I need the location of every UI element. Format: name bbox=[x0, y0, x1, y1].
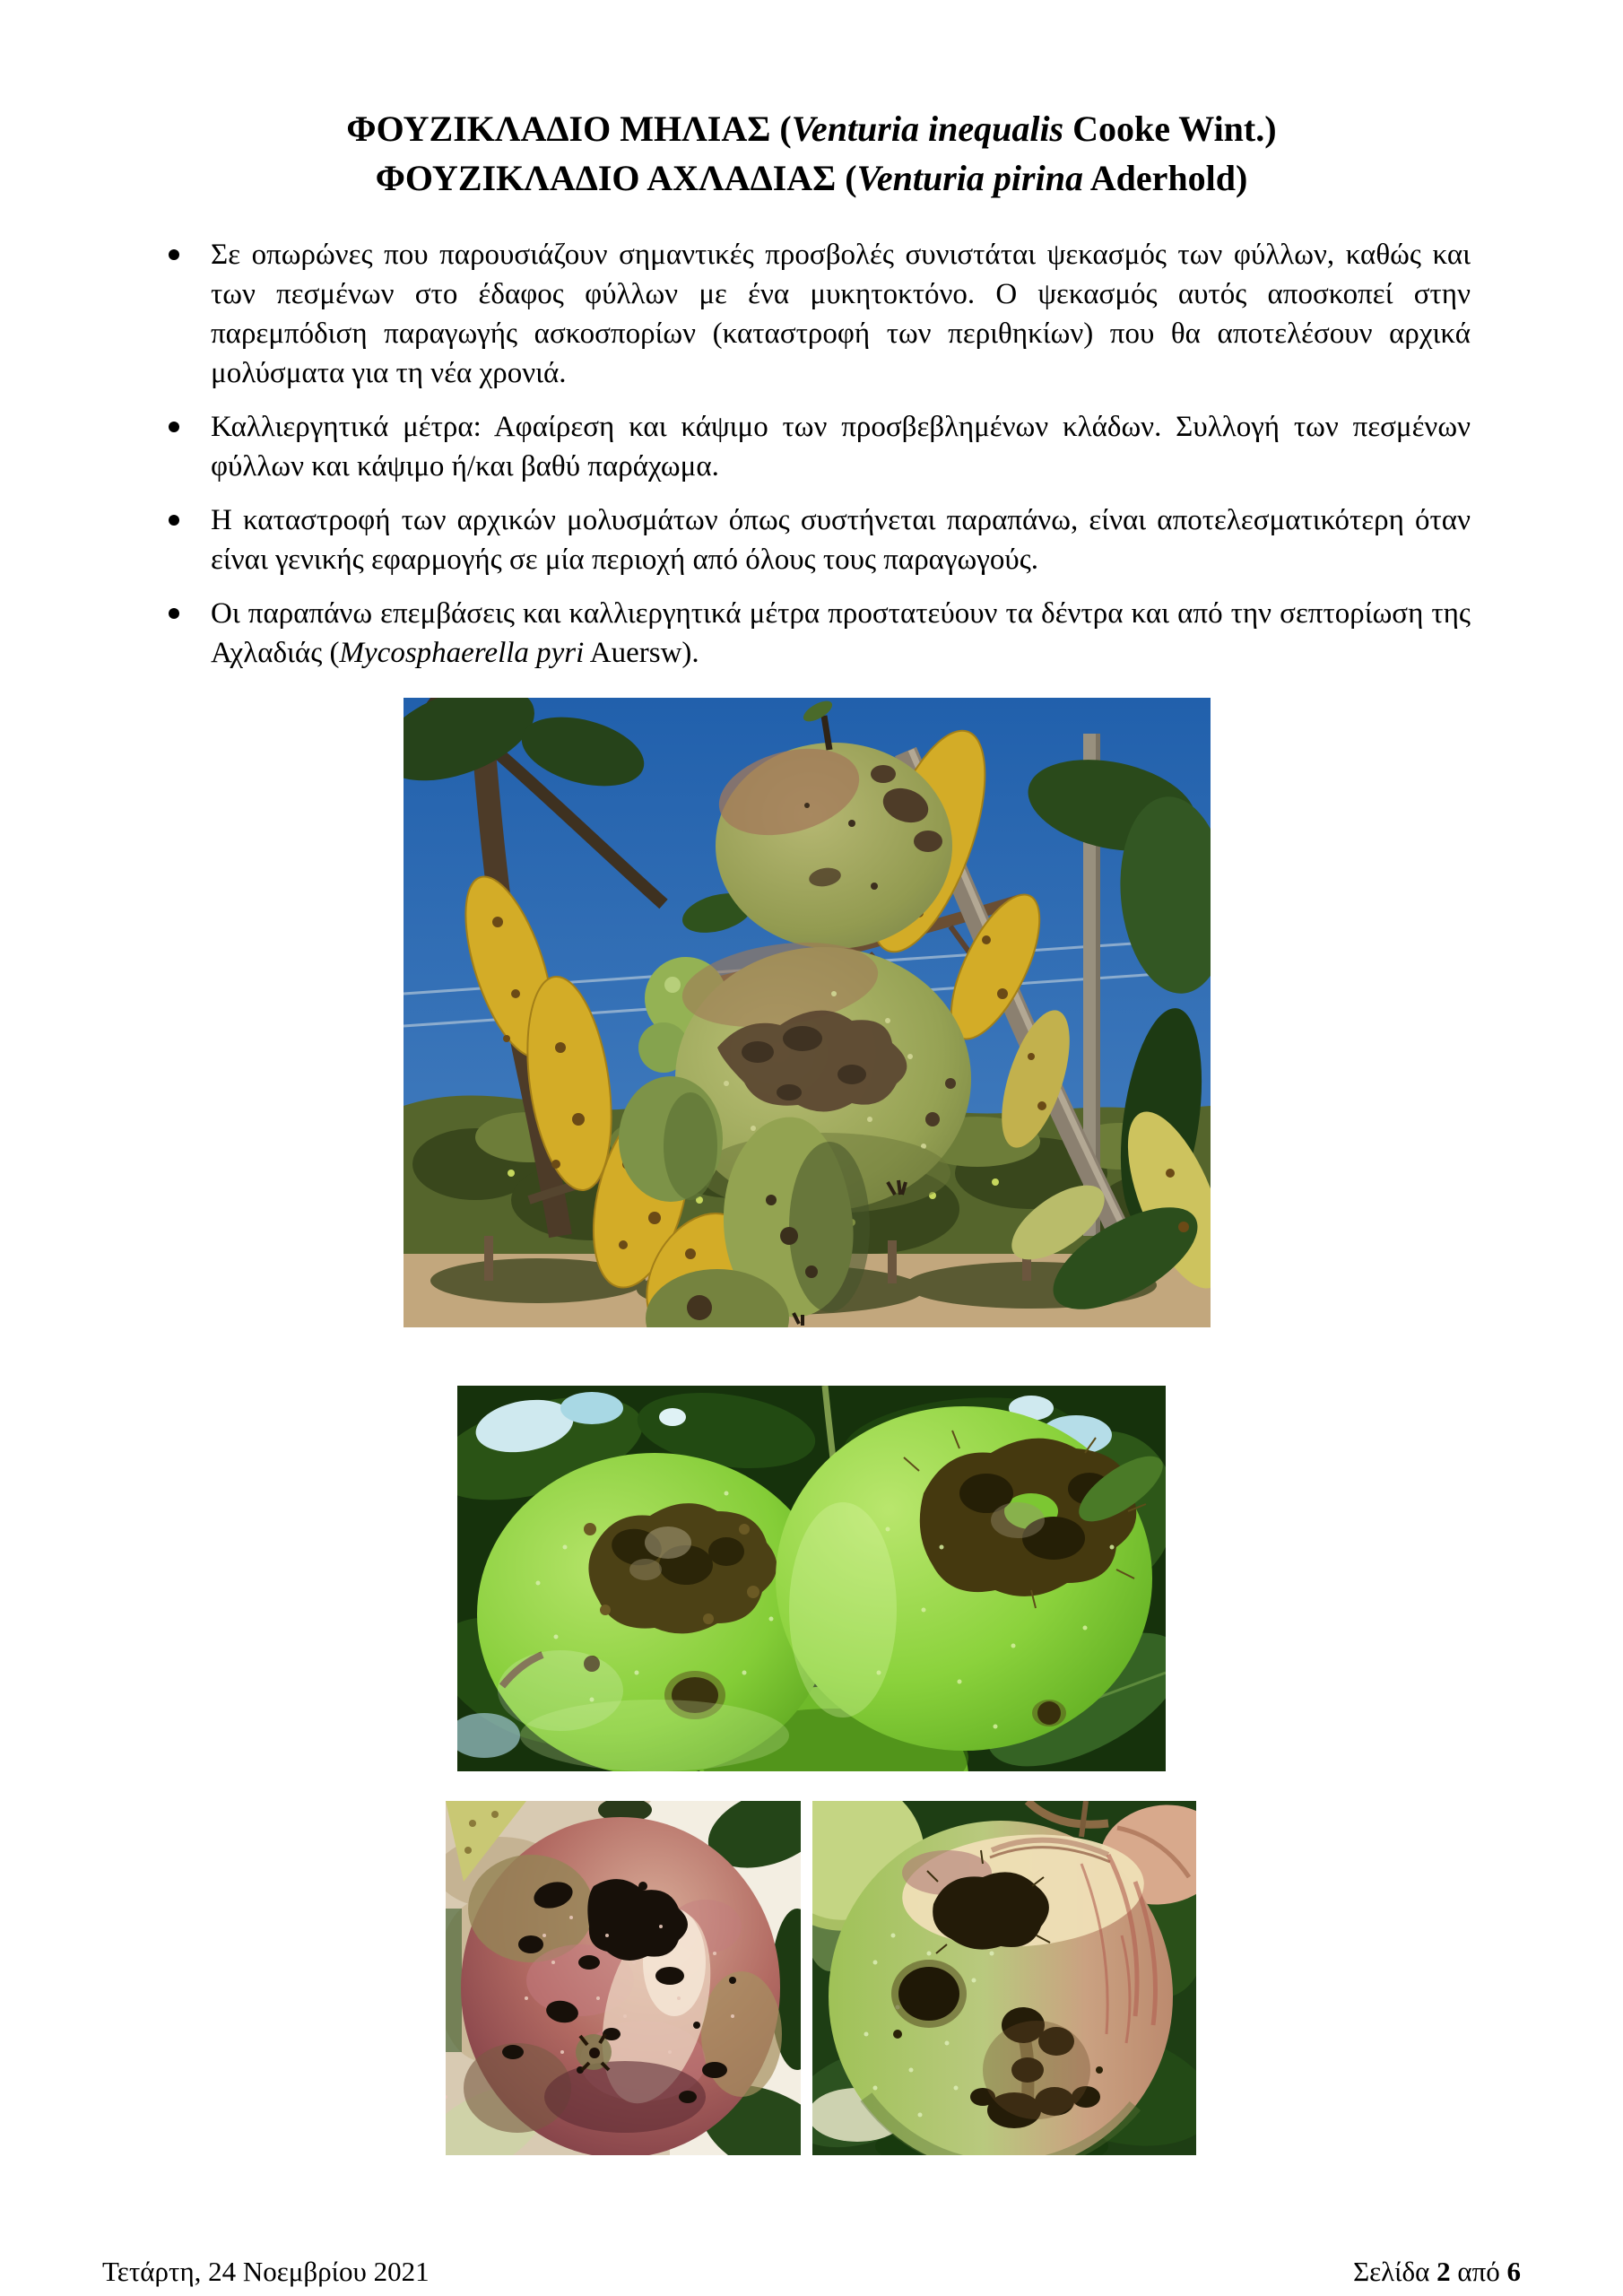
title-line-1: ΦΟΥΖΙΚΛΑΔΙΟ ΜΗΛΙΑΣ (Venturia inequalis Cooke Wint.) bbox=[346, 109, 1277, 149]
photo-green-red-apple-scab bbox=[812, 1801, 1196, 2155]
bullet-icon bbox=[161, 407, 211, 486]
bullet-item bbox=[161, 235, 1471, 393]
footer bbox=[102, 2255, 1521, 2289]
page-title bbox=[0, 104, 1623, 203]
photo-red-apple-scab bbox=[446, 1801, 801, 2155]
bullet-icon bbox=[161, 594, 211, 673]
bullet-icon bbox=[161, 500, 211, 579]
orchard-scab-image bbox=[404, 698, 1211, 1327]
footer-page-number: Σελίδα 2 από 6 bbox=[1353, 2256, 1521, 2287]
photo-orchard-scab-fruits bbox=[404, 698, 1211, 1327]
photo-green-apples-scab bbox=[457, 1386, 1166, 1771]
bullet-item bbox=[161, 407, 1471, 486]
bullet-icon bbox=[161, 235, 211, 393]
bullet-text: Καλλιεργητικά μέτρα: Αφαίρεση και κάψιμο των προσβεβλημένων κλάδων. Συλλογή των πεσμένων φύλλων και κάψιμο ή/και βαθύ παράχωμα. bbox=[211, 411, 1471, 483]
bullet-list bbox=[161, 235, 1471, 687]
red-apple-image bbox=[446, 1801, 801, 2155]
bullet-text: Σε οπωρώνες που παρουσιάζουν σημαντικές προσβολές συνιστάται ψεκασμός των φύλλων, καθώς και των πεσμένων στο έδαφος φύλλων με ένα μυκητοκτόνο. Ο ψεκασμός αυτός αποσκοπεί στην παρεμπόδιση παραγωγής ασκοσπορίων (καταστροφή των περιθηκίων) που θα αποτελέσουν αρχικά μολύσματα για τη νέα χρονιά. bbox=[211, 239, 1471, 389]
footer-date: Τετάρτη, 24 Νοεμβρίου 2021 bbox=[102, 2256, 430, 2287]
green-apples-image bbox=[457, 1386, 1166, 1771]
bullet-item bbox=[161, 594, 1471, 673]
bullet-text: Η καταστροφή των αρχικών μολυσμάτων όπως συστήνεται παραπάνω, είναι αποτελεσματικότερη όταν είναι γενικής εφαρμογής σε μία περιοχή από όλους τους παραγωγούς. bbox=[211, 504, 1471, 576]
green-red-apple-image bbox=[812, 1801, 1196, 2155]
bullet-text: Οι παραπάνω επεμβάσεις και καλλιεργητικά μέτρα προστατεύουν τα δέντρα και από την σεπτορίωση της Αχλαδιάς (Mycosphaerella pyri Auersw). bbox=[211, 597, 1471, 669]
bullet-item bbox=[161, 500, 1471, 579]
title-line-2: ΦΟΥΖΙΚΛΑΔΙΟ ΑΧΛΑΔΙΑΣ (Venturia pirina Aderhold) bbox=[375, 158, 1248, 198]
